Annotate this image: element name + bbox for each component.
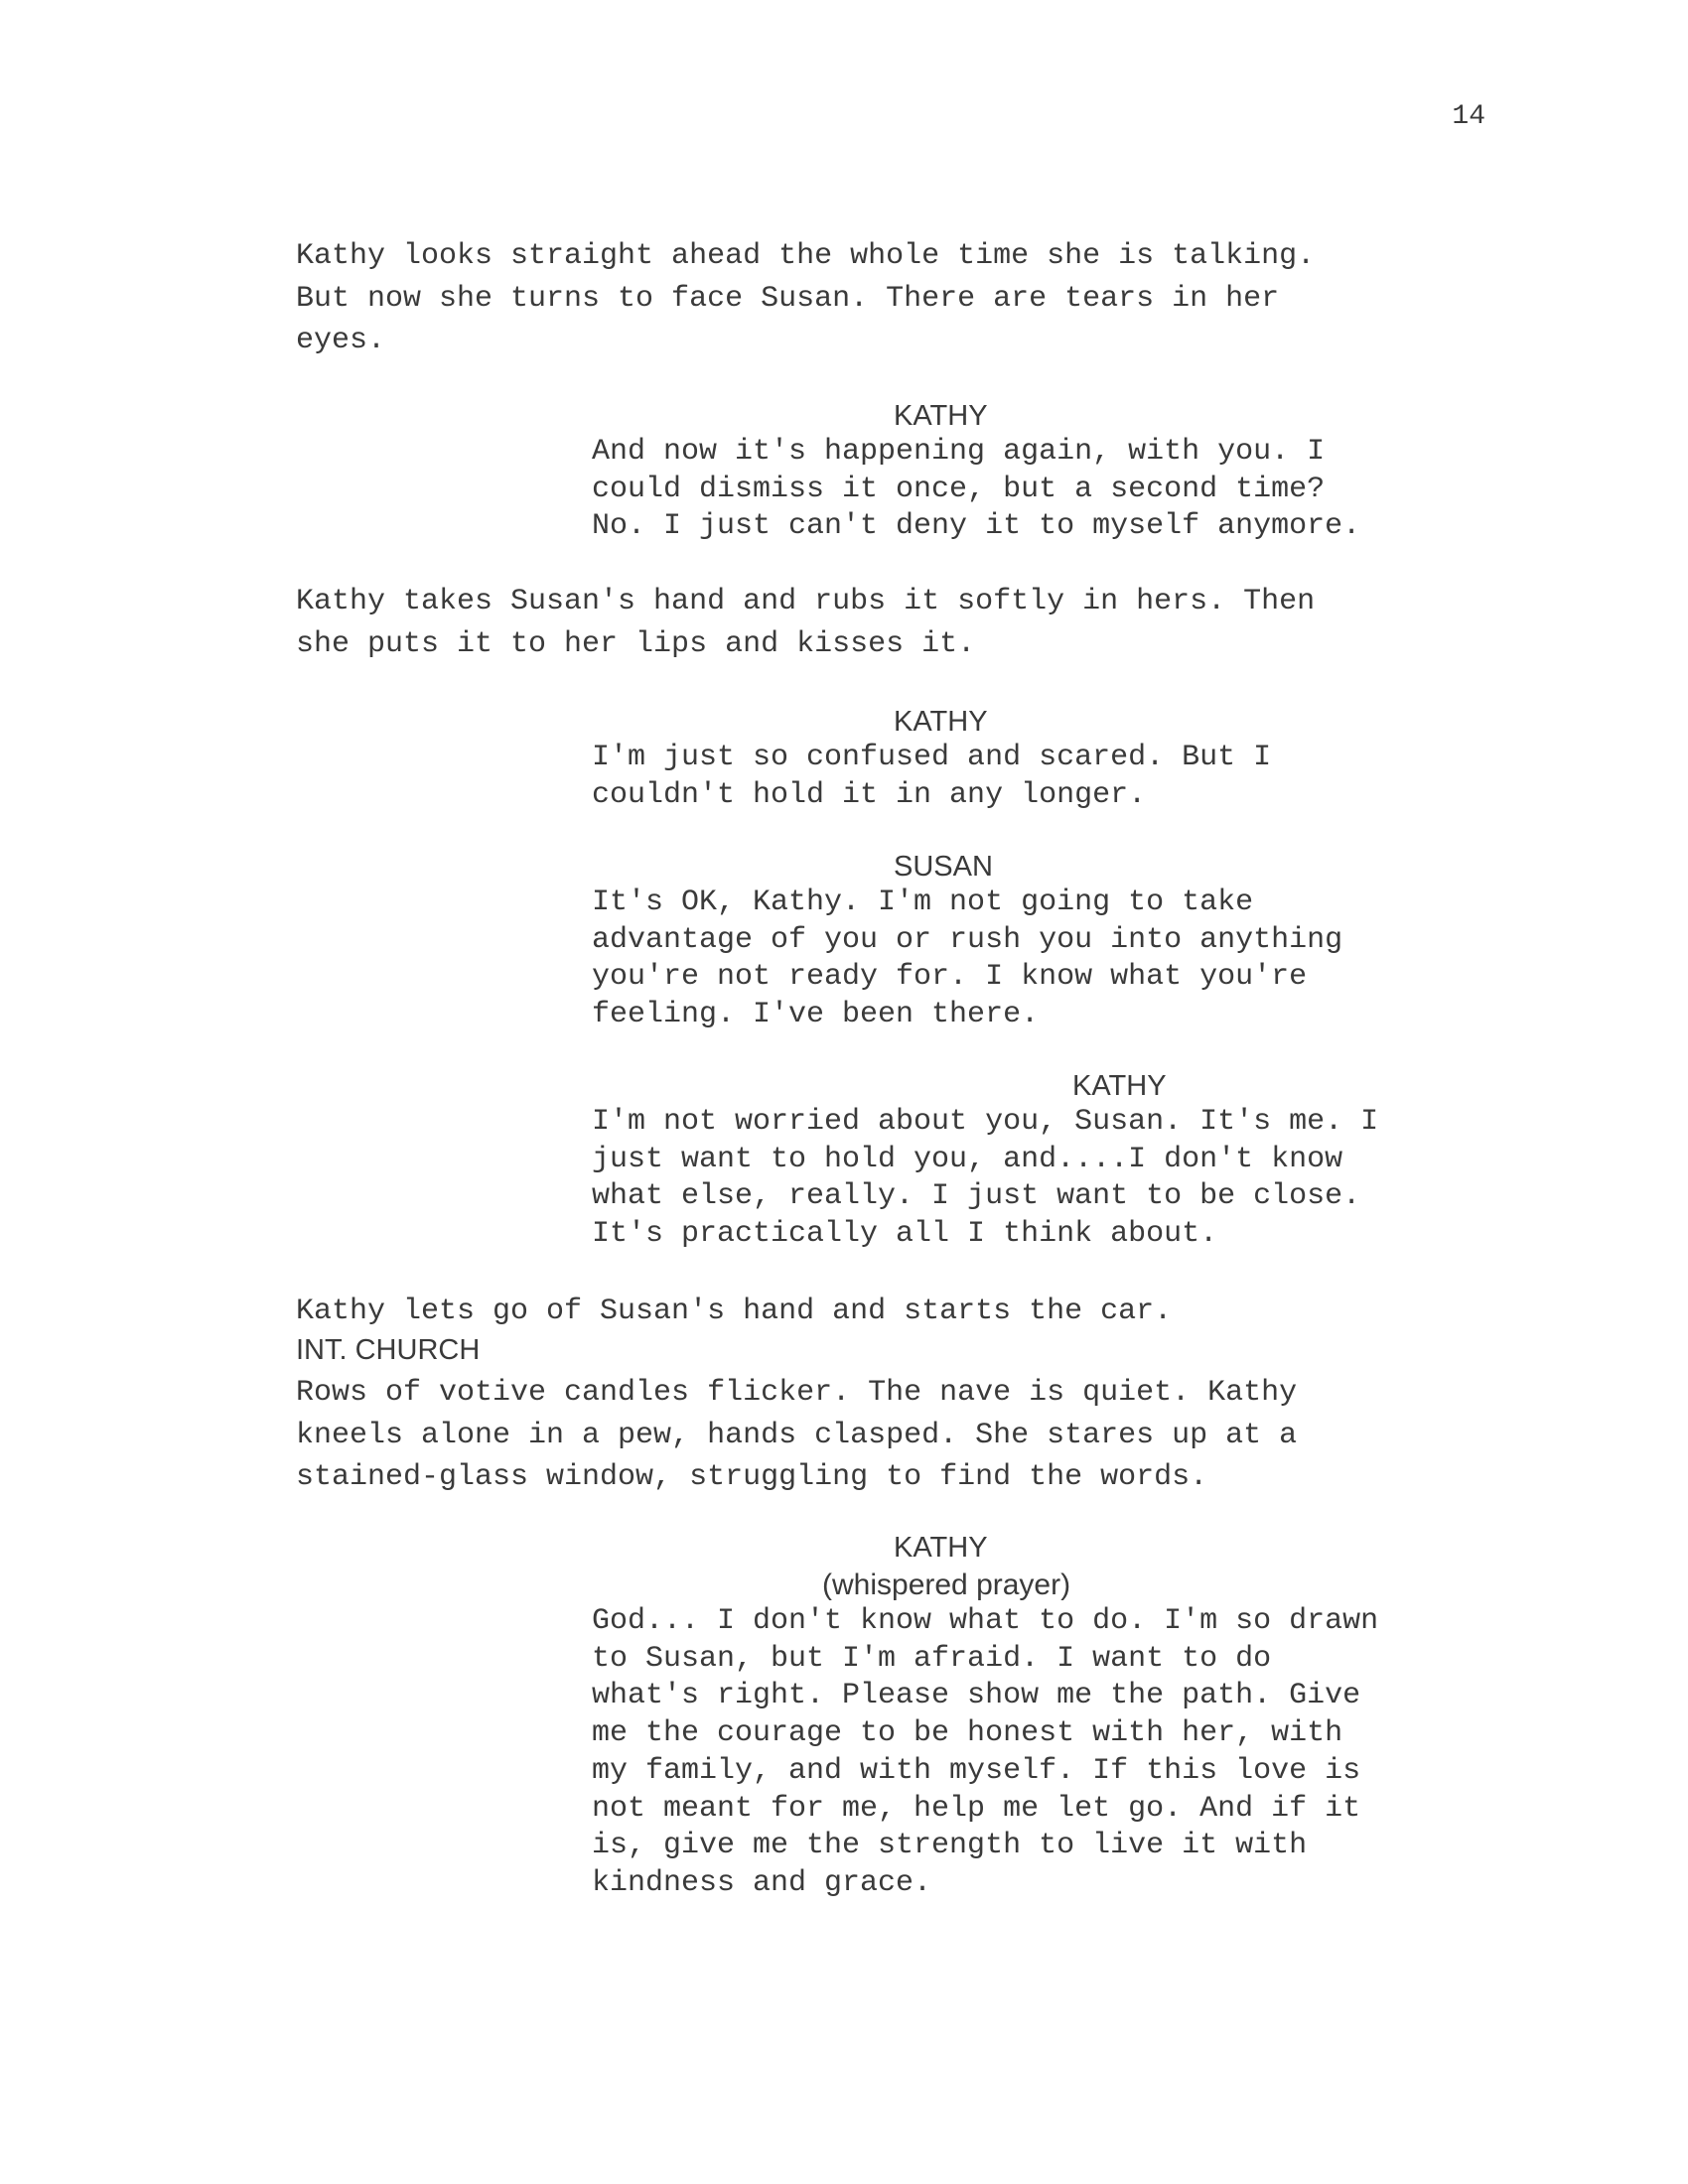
action-paragraph: Kathy lets go of Susan's hand and starts the car. [296,1295,1173,1328]
dialogue-block: It's OK, Kathy. I'm not going to take advantage of you or rush you into anything you're not ready for. I know what you're feeling. I've been there. [592,886,1343,1032]
scene-heading: INT. CHURCH [296,1334,481,1366]
dialogue-block: And now it's happening again, with you. I could dismiss it once, but a second time? No. I just can't deny it to myself anymore. [592,435,1361,544]
character-name: KATHY [1072,1070,1167,1102]
dialogue-block: I'm just so confused and scared. But I couldn't hold it in any longer. [592,741,1272,812]
parenthetical: (whispered prayer) [822,1569,1071,1601]
action-paragraph: Kathy looks straight ahead the whole time she is talking. But now she turns to face Susan. There are tears in her eyes. [296,239,1316,357]
character-name: KATHY [894,400,988,432]
action-paragraph: Kathy takes Susan's hand and rubs it softly in hers. Then she puts it to her lips and kisses it. [296,585,1316,661]
character-name: KATHY [894,706,988,738]
action-paragraph: Rows of votive candles flicker. The nave is quiet. Kathy kneels alone in a pew, hands clasped. She stares up at a stained-glass window, struggling to find the words. [296,1376,1298,1494]
character-name: SUSAN [894,851,993,883]
dialogue-block: God... I don't know what to do. I'm so drawn to Susan, but I'm afraid. I want to do what's right. Please show me the path. Give me the courage to be honest with her, with my family, and with myself. If this love is not meant for me, help me let go. And if it is, give me the strength to live it with kindness and grace. [592,1604,1379,1900]
page-number: 14 [1452,101,1485,132]
character-name: KATHY [894,1532,988,1564]
dialogue-block: I'm not worried about you, Susan. It's me. I just want to hold you, and....I don't know what else, really. I just want to be close. It's practically all I think about. [592,1105,1379,1252]
